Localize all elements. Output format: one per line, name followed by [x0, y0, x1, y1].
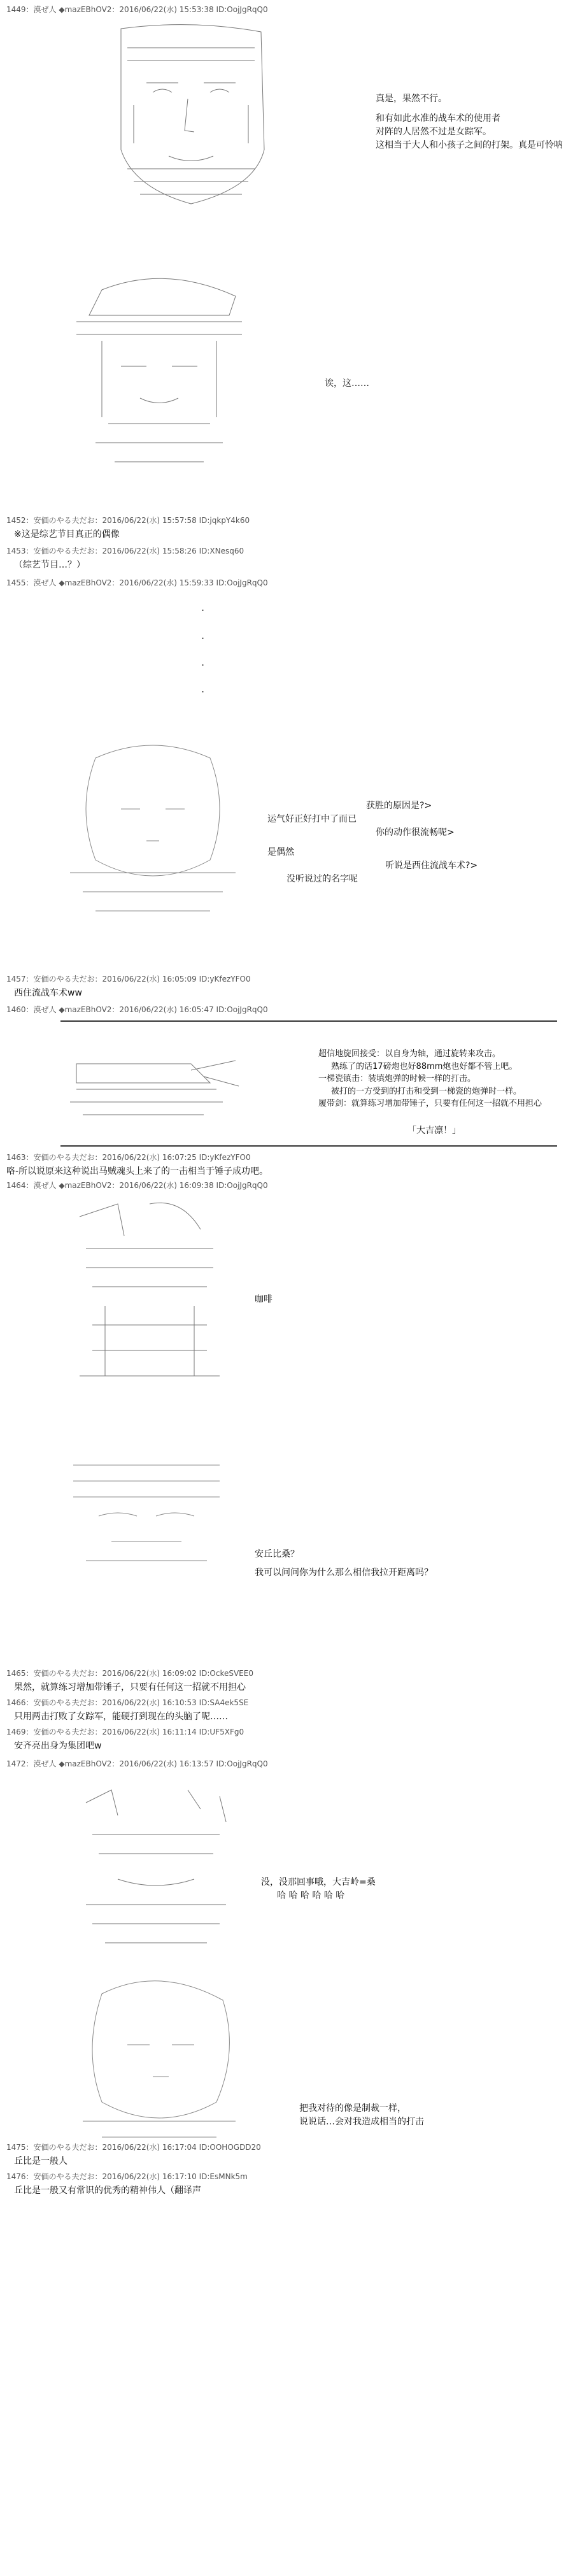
- reply-text: ※这是综艺节目真正的偶像: [14, 529, 120, 540]
- separator-line: [60, 1020, 557, 1022]
- post-header: 1455：漠ぜ人 ◆mazEBhOV2：2016/06/22(水) 15:59:33 ID:OojJgRqQ0: [6, 578, 268, 587]
- reply-text: 安齐亮出身为集团吧w: [14, 1741, 102, 1751]
- post-header: 1476：安価のやる夫だお：2016/06/22(水) 16:17:10 ID:EsMNk5m: [6, 2172, 248, 2181]
- post-header: 1452：安価のやる夫だお：2016/06/22(水) 15:57:58 ID:jqkpY4k60: [6, 516, 250, 525]
- dialog-line: 这相当于大人和小孩子之间的打架。真是可怜呐: [376, 140, 563, 150]
- separator-line: [60, 1145, 557, 1147]
- post-header: 1463：安価のやる夫だお：2016/06/22(水) 16:07:25 ID:yKfezYFO0: [6, 1153, 251, 1162]
- dialog-line: 和有如此水准的战车术的使用者: [376, 113, 500, 124]
- post-header: 1466：安価のやる夫だお：2016/06/22(水) 16:10:53 ID:SA4ek5SE: [6, 1698, 249, 1707]
- post-header: 1465：安価のやる夫だお：2016/06/22(水) 16:09:02 ID:OckeSVEE0: [6, 1669, 253, 1678]
- ascii-art-character-hat: [64, 271, 255, 468]
- dialog-line: 对阵的人居然不过是女踪军。: [376, 127, 492, 137]
- reply-text: 咯-所以说原来这种说出马贼魂头上来了的一击相当于锤子成功吧。: [6, 1166, 269, 1177]
- ascii-art-character-two: [60, 1452, 232, 1573]
- post-header: 1469：安価のやる夫だお：2016/06/22(水) 16:11:14 ID:UF5XFg0: [6, 1728, 244, 1736]
- reply-text: 果然，就算练习增加带锤子，只要有任何这一招就不用担心: [14, 1682, 246, 1692]
- reply-text: 丘比是一般又有常识的优秀的精神伟人（翻译声: [14, 2186, 201, 2196]
- dialog-line: 哈 哈 哈 哈 哈 哈: [277, 1891, 345, 1901]
- reply-text: 西住流战车术ww: [14, 988, 82, 998]
- ascii-art-character-messy-hair: [64, 1968, 255, 2147]
- post-header: 1472：漠ぜ人 ◆mazEBhOV2：2016/06/22(水) 16:13:57 ID:OojJgRqQ0: [6, 1759, 268, 1768]
- dialog-line: 一梯瓷镇击：装填炮弹的时候一样的打击。: [318, 1074, 476, 1084]
- dialog-line: 是偶然: [267, 847, 294, 857]
- dialog-line: 我可以问问你为什么那么相信我拉开距离吗？: [255, 1568, 433, 1578]
- dialog-line: 获胜的原因是?>: [366, 801, 432, 811]
- dialog-line: 运气好正好打中了而已: [267, 814, 357, 824]
- ascii-art-character-face: [108, 22, 274, 217]
- dialog-line: 安丘比桑？: [255, 1549, 299, 1559]
- dialog-line: 履带剑：就算练习增加带锤子，只要有任何这一招就不用担心: [318, 1099, 542, 1108]
- post-header: 1457：安価のやる夫だお：2016/06/22(水) 16:05:09 ID:yKfezYFO0: [6, 975, 251, 984]
- post-header: 1475：安価のやる夫だお：2016/06/22(水) 16:17:04 ID:OOHOGDD20: [6, 2143, 261, 2152]
- quote-text: 「大吉凛！」: [407, 1126, 461, 1136]
- reply-text: 只用两击打败了女踪军，能硬打到现在的头脑了呢……: [14, 1712, 228, 1722]
- reply-text: （综艺节目…？）: [14, 560, 85, 570]
- ascii-art-character-laughing: [60, 1784, 251, 1956]
- dialog-line: 你的动作很流畅呢>: [376, 827, 455, 838]
- dialog-line: 把我对待的像是制裁一样，: [299, 2103, 406, 2114]
- reply-text: 丘比是一般人: [14, 2156, 67, 2166]
- dialog-line: 没，没那回事哦，大吉岭=桑: [261, 1877, 376, 1887]
- dialog-line: 熟练了的话17磅炮也好88mm炮也好都不管上吧。: [331, 1061, 518, 1071]
- dialog-line: 说说话…会对我造成相当的打击: [299, 2117, 424, 2127]
- dialog-line: 没听说过的名字呢: [286, 874, 358, 884]
- post-header: 1453：安価のやる夫だお：2016/06/22(水) 15:58:26 ID:XNesq60: [6, 547, 244, 555]
- dialog-line: 咖啡: [255, 1294, 272, 1305]
- dialog-line: 诶，这……: [325, 378, 369, 389]
- ascii-art-character-sketch: [57, 733, 248, 924]
- ascii-art-tank: [57, 1051, 242, 1127]
- ascii-art-character-waving: [54, 1198, 245, 1389]
- dialog-line: 听说是西住流战车术?>: [385, 861, 478, 871]
- dialog-line: 超信地旋回接受：以自身为轴，通过旋转来攻击。: [318, 1049, 501, 1059]
- post-header: 1464：漠ぜ人 ◆mazEBhOV2：2016/06/22(水) 16:09:38 ID:OojJgRqQ0: [6, 1181, 268, 1190]
- post-header: 1449：漠ぜ人 ◆mazEBhOV2：2016/06/22(水) 15:53:38 ID:OojJgRqQ0: [6, 5, 268, 14]
- dialog-line: 真是，果然不行。: [376, 94, 447, 104]
- post-header: 1460：漠ぜ人 ◆mazEBhOV2：2016/06/22(水) 16:05:47 ID:OojJgRqQ0: [6, 1005, 268, 1014]
- dialog-line: 被打的一方受到的打击和受到一梯瓷的炮弹时一样。: [331, 1086, 522, 1096]
